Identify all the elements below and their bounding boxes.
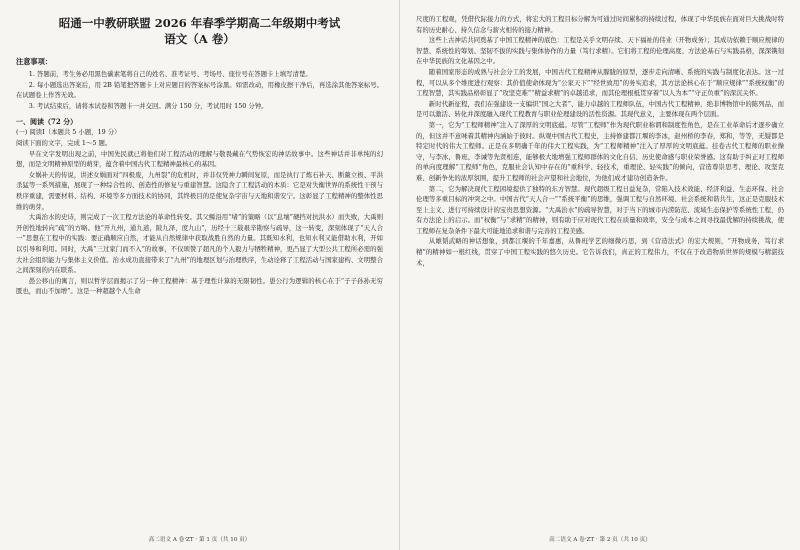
exam-title: 昭通一中教研联盟 2026 年春季学期高二年级期中考试 xyxy=(58,16,341,30)
notice-heading: 注意事项： xyxy=(16,57,52,66)
notice-item: 2. 每小题选出答案后，用 2B 铅笔把答题卡上对应题目的答案标号涂黑。如需改动，用橡皮擦干净后，再选涂其他答案标号。在试题卷上作答无效。 xyxy=(16,80,383,100)
passage-paragraph: 这些上古神话共同奠基了中国工程精神的底色：工程是关乎文明存续、天下福祉的伟业（开物成务）；其成功依赖于顺应规律的智慧、系统性的筹划、坚韧不拔的实践与集体协作的力量（笃行求精）。它们将工程的伦理高度、方法论基石与实践品格，深深镌刻在中华民族的文化基因之中。 xyxy=(416,36,784,66)
reading-instruction: 阅读下面的文字，完成 1～5 题。 xyxy=(16,138,112,147)
notice-list xyxy=(16,69,383,111)
section-heading: 一、阅读（72 分） xyxy=(16,117,78,127)
page-footer: 高二语文 A 卷·ZT · 第 2 页（共 10 页） xyxy=(549,537,651,543)
passage-paragraph: 愚公移山的寓言，则以哲学层面揭示了另一种工程精神：基于理性计算的无限韧性。愚公行为逻辑的核心在于“子子孙孙无穷匮也，而山不加增”。这是一种超越个人生命 xyxy=(16,276,383,296)
passage-paragraph: 大禹治水的史诗，则完成了一次工程方法论的革命性转变。其父鲧沿用“堵”的策略（以“息壤”硬挡对抗洪水）而失败，大禹则开创性地转向“疏”的方略。他“开九州，通九道，陂九泽，度九山”，历经十三载艰辛勘察与疏导，这一转变，深刻体现了“天人合一”思想在工程中的实践：要正确顺应自然，才能从自然规律中获取战胜自然的力量。其既知水利，也知水利又能借助水利，开如以引导和利用。同时，大禹“三过家门而不入”的故事，不仅颂赞了超凡的个人毅力与牺牲精神，更凸显了大型公共工程所必需的强大社会组织能力与集体主义价值。治水成功直接带来了“九州”的地理区划与治理秩序，生动诠释了工程活动与国家建构、文明整合之间深刻的内在联系。 xyxy=(16,213,383,275)
exam-page-2 xyxy=(400,0,800,550)
passage-paragraph: 早在文字发明出现之前，中国先民就已将他们对工程活动的理解与敬畏藏在气势恢宏的神话故事中。这些神话并非单纯的幻想，而是文明精神原型的萌芽，蕴含着中国古代工程精神最核心的基因。 xyxy=(16,149,383,169)
passage-paragraph: 随着国家形态的成熟与社会分工的发展，中国古代工程精神从朦胧的原型，逐步走向清晰、系统的实践与制度化表达。这一过程，可以从多个维度进行观察：其价值使命体现为“公家天下”“经世致用”的务实追求，其方法论核心在于“顺应规律”“系统权衡”的工程智慧，其实践品格彰显了“攻坚克难”“精益求精”的卓越追求，而其伦理根柢贯穿着“以人为本”“守正负重”的深沉关怀。 xyxy=(416,67,784,98)
passage-paragraph: 尺度的工程观，凭借代际接力的方式，将宏大的工程目标分解为可通过时间累积的持续过程，体现了中华民族在面对巨大挑战时特有的历史耐心、持久信念与薪火相传的接力精神。 xyxy=(416,15,784,34)
exam-subtitle: 语文（A 卷） xyxy=(164,32,235,46)
passage-paragraph: 女娲补天的传说，讲述女娲面对“四极废，九州裂”的危机时，并非仅凭神力瞬间复原，而是执行了炼石补天、断鳌立极、平洪杀猛等一系列措施，展现了一种综合性的、创造性的修复与重建智慧。这隐含了工程活动的本质：它是对失衡世界的系统性干预与秩序重建，需要材料、结构、环境等多方面技术的协同，其终极目的是使复杂宇宙与天地和谐安宁。这彰显了工程精神的整体性思维的萌芽。 xyxy=(16,170,383,211)
passage-paragraph: 第二，它为解决现代工程困境提供了独特的东方智慧。现代超级工程日益复杂，常陷入技术效能、经济利益、生态环保、社会伦理等多重目标的冲突之中。中国古代“天人合一”“系统平衡”的思维，强调工程与自然环境、社会系统和谐共生，这正是克服技术至上主义、进行可持续设计的宝贵思想资源。“大禹治水”的疏导智慧，对于当下的城市内涝防范、流域生态保护等系统性工程，仍有方法论上的启示。而“权衡”与“求精”的精神，则有助于应对现代工程在质量和效率，安全与成本之间寻找最优解的持续挑战，使工程师在复杂条件下最大可能地追求和谐与完善的工程美感。 xyxy=(416,184,784,235)
page-footer: 高二语文 A 卷·ZT · 第 1 页（共 10 页） xyxy=(148,537,251,543)
subsection-heading: (一) 阅读Ⅰ（本题共 5 小题，19 分） xyxy=(16,128,121,137)
notice-item: 3. 考试结束后，请将本试卷和答题卡一并交回。满分 150 分，考试用时 150 分钟。 xyxy=(28,101,268,110)
reading-passage xyxy=(16,149,383,297)
passage-paragraph: 从雄韬武略的神话想象，到都江堰的千年嘉惠，从鲁班学艺的细微巧思，到《营造法式》的宏大规则，“开物成务，笃行求精”的精神如一根红线，贯穿了中国工程实践的悠久历史。它告诉我们，真正的工程伟力，不仅在于改造物质世界的规模与精湛技术， xyxy=(416,237,784,267)
reading-passage-continued xyxy=(416,14,784,268)
notice-item: 1. 答题前，考生务必用黑色碳素笔将自己的姓名、准考证号、考场号、座位号在答题卡上填写清楚。 xyxy=(28,70,312,78)
passage-paragraph: 第一，它为“工程师精神”注入了深厚的文明底蕴。尽管“工程师”作为现代职业称谓和制度性角色，是在工业革命后才逐步确立的，但这并不意味着其精神内涵始于彼时。纵观中国古代工程史，主持修建都江堰的李冰，赵州桥的李春，郑和，等等，无疑都是特定时代的伟大工程师。正是在多明确千年的伟大工程实践，为“工程师精神”注入了厚厚的文明底蕴。挂卷古代工程师的职业操守，与李冰、鲁班、李诫等先贤相连，能够极大地增强工程师群体的文化自信、历史使命感与职业荣誉感。这有助于纠正对工程师的单向度理解“工程师”角色，克服社会认知中存在的“重科学、轻技术，重理论、轻实践”的倾向，营造尊崇思考、理论、攻坚克难、创新争先的浓厚氛围，提升工程师的社会声望和社会地位，为他们成才建功创造条件。 xyxy=(416,120,784,182)
passage-paragraph: 新时代新征程，我们在强建设一支编织“国之大者”、能力卓越的工程师队伍，中国古代工程精神，绝非博物馆中的陈列品，而是可以激活、转化并深度融入现代工程教育与职业伦理建设的活性资源。其现代意义，主要体现在两个层面。 xyxy=(416,99,784,119)
